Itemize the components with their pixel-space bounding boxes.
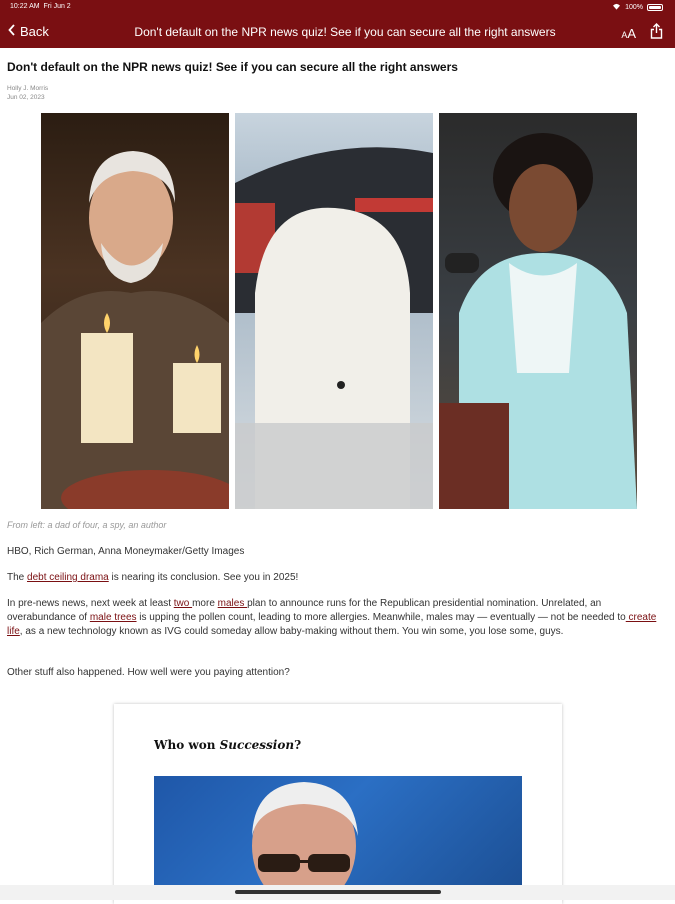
chevron-left-icon: [8, 24, 16, 39]
photo-right: [439, 113, 637, 509]
top-bar: [0, 0, 675, 48]
status-bar: [0, 0, 675, 14]
nav-row: [0, 18, 675, 46]
author: Holly J. Morris: [7, 85, 49, 92]
byline: [7, 84, 667, 102]
battery-icon: [647, 4, 663, 11]
article-headline: Don't default on the NPR news quiz! See if you can secure all the right answers: [7, 60, 458, 74]
back-label: Back: [20, 24, 49, 39]
quiz-question: Who won Succession?: [154, 738, 302, 752]
paragraph-1: The debt ceiling drama is nearing its conclusion. See you in 2025!: [7, 572, 299, 583]
paragraph-3: Other stuff also happened. How well were you paying attention?: [7, 667, 290, 678]
link-two[interactable]: two: [173, 598, 193, 609]
link-debt-ceiling[interactable]: debt ceiling drama: [27, 572, 109, 583]
paragraph-2: In pre-news news, next week at least two more males plan to announce runs for the Republican presidential nomination. Unrelated, an overabundance of male trees is upping the pollen count, leading to more allergies. Meanwhile, males may — eventually — not be needed to create life, as a new technology known as IVG could someday allow baby-making without them. You win some, you lose some, guys.: [7, 598, 657, 637]
photo-collage: [41, 113, 637, 509]
status-right: [612, 3, 663, 12]
nav-title: Don't default on the NPR news quiz! See if you can secure all the right answers: [134, 25, 556, 39]
link-create-life[interactable]: create life: [7, 612, 657, 637]
photo-caption: From left: a dad of four, a spy, an author: [7, 520, 167, 530]
wifi-icon: [612, 3, 621, 12]
photo-left: [41, 113, 229, 509]
nav-icons: [621, 23, 663, 44]
quiz-image: [154, 776, 522, 896]
back-button[interactable]: [8, 24, 49, 39]
share-icon[interactable]: [650, 23, 663, 44]
text-size-icon[interactable]: AA: [621, 26, 636, 41]
status-time: 10:22 AM Fri Jun 2: [10, 3, 71, 10]
photo-middle: [235, 113, 433, 509]
publish-date: Jun 02, 2023: [7, 94, 45, 101]
battery-percent: 100%: [625, 4, 643, 11]
link-male-trees[interactable]: male trees: [89, 612, 137, 623]
article-header: [7, 48, 667, 102]
home-indicator[interactable]: [235, 890, 441, 894]
quiz-card: [114, 704, 562, 904]
link-males[interactable]: males: [217, 598, 248, 609]
photo-credit: HBO, Rich German, Anna Moneymaker/Getty Images: [7, 546, 245, 557]
